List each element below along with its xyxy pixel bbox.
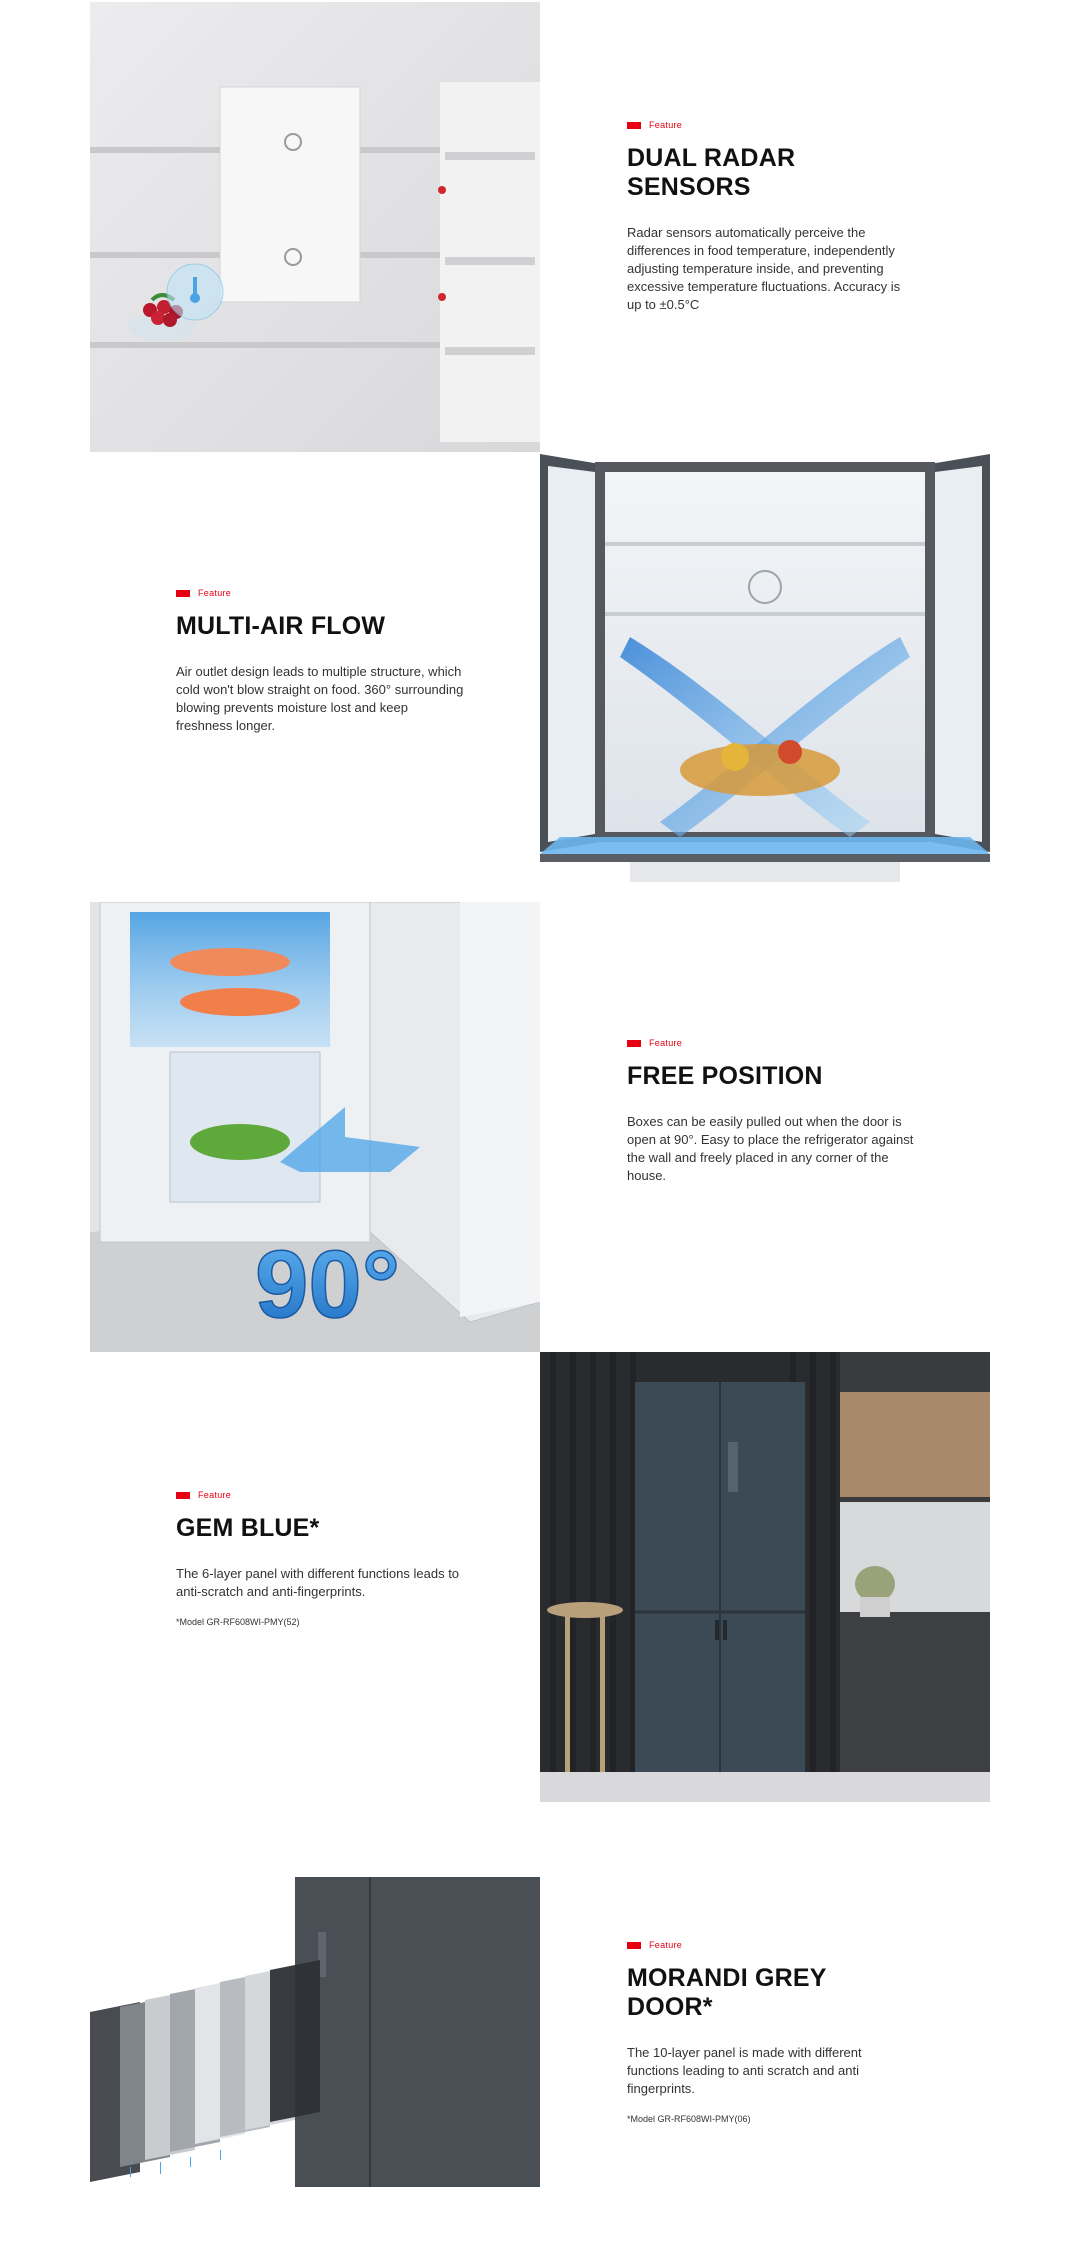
- feature-tag: [176, 1490, 466, 1500]
- section-title: MULTI-AIR FLOW: [176, 612, 386, 640]
- multi-air-flow-image: [540, 452, 990, 882]
- feature-tag: [627, 1940, 917, 1950]
- section-description: The 10-layer panel is made with different functions leading to anti scratch and anti fingerprints.: [627, 2045, 862, 2096]
- feature-label: Feature: [649, 1940, 683, 1950]
- free-position-image: [90, 902, 540, 1352]
- gem-blue-text: [176, 1490, 466, 1627]
- section-description: Radar sensors automatically perceive the differences in food temperature, independently adjusting temperature inside, and preventing excessive temperature fluctuations. Accuracy is up to ±0.5°C: [627, 225, 901, 312]
- section-title: FREE POSITION: [627, 1062, 823, 1090]
- morandi-grey-image: [90, 1872, 540, 2192]
- section-title: DUAL RADAR SENSORS: [627, 144, 796, 201]
- section-description: Boxes can be easily pulled out when the door is open at 90°. Easy to place the refrigerator against the wall and freely placed in any corner of the house.: [627, 1114, 914, 1183]
- section-description: Air outlet design leads to multiple structure, which cold won't blow straight on food. 360° surrounding blowing prevents moisture lost and keep freshness longer.: [176, 664, 464, 733]
- free-position-text: [627, 1038, 917, 1185]
- feature-label: Feature: [649, 1038, 683, 1048]
- radar-sensors-image: [90, 2, 540, 452]
- section-title: GEM BLUE*: [176, 1514, 320, 1542]
- feature-label: Feature: [649, 120, 683, 130]
- feature-label: Feature: [198, 1490, 232, 1500]
- feature-marker-icon: [627, 122, 641, 129]
- model-note: *Model GR-RF608WI-PMY(06): [627, 2114, 751, 2124]
- section-description: The 6-layer panel with different functions leads to anti-scratch and anti-fingerprints.: [176, 1566, 460, 1599]
- feature-tag: [176, 588, 466, 598]
- feature-marker-icon: [176, 1492, 190, 1499]
- ninety-degree-label: 90°: [255, 1231, 401, 1338]
- feature-marker-icon: [176, 590, 190, 597]
- model-note: *Model GR-RF608WI-PMY(52): [176, 1617, 300, 1627]
- feature-label: Feature: [198, 588, 232, 598]
- feature-tag: [627, 1038, 917, 1048]
- gem-blue-image: [540, 1352, 990, 1802]
- feature-marker-icon: [627, 1040, 641, 1047]
- radar-sensors-text: [627, 120, 917, 314]
- feature-tag: [627, 120, 917, 130]
- morandi-grey-text: [627, 1940, 917, 2124]
- section-title: MORANDI GREY DOOR*: [627, 1964, 827, 2021]
- multi-air-flow-text: [176, 588, 466, 735]
- feature-marker-icon: [627, 1942, 641, 1949]
